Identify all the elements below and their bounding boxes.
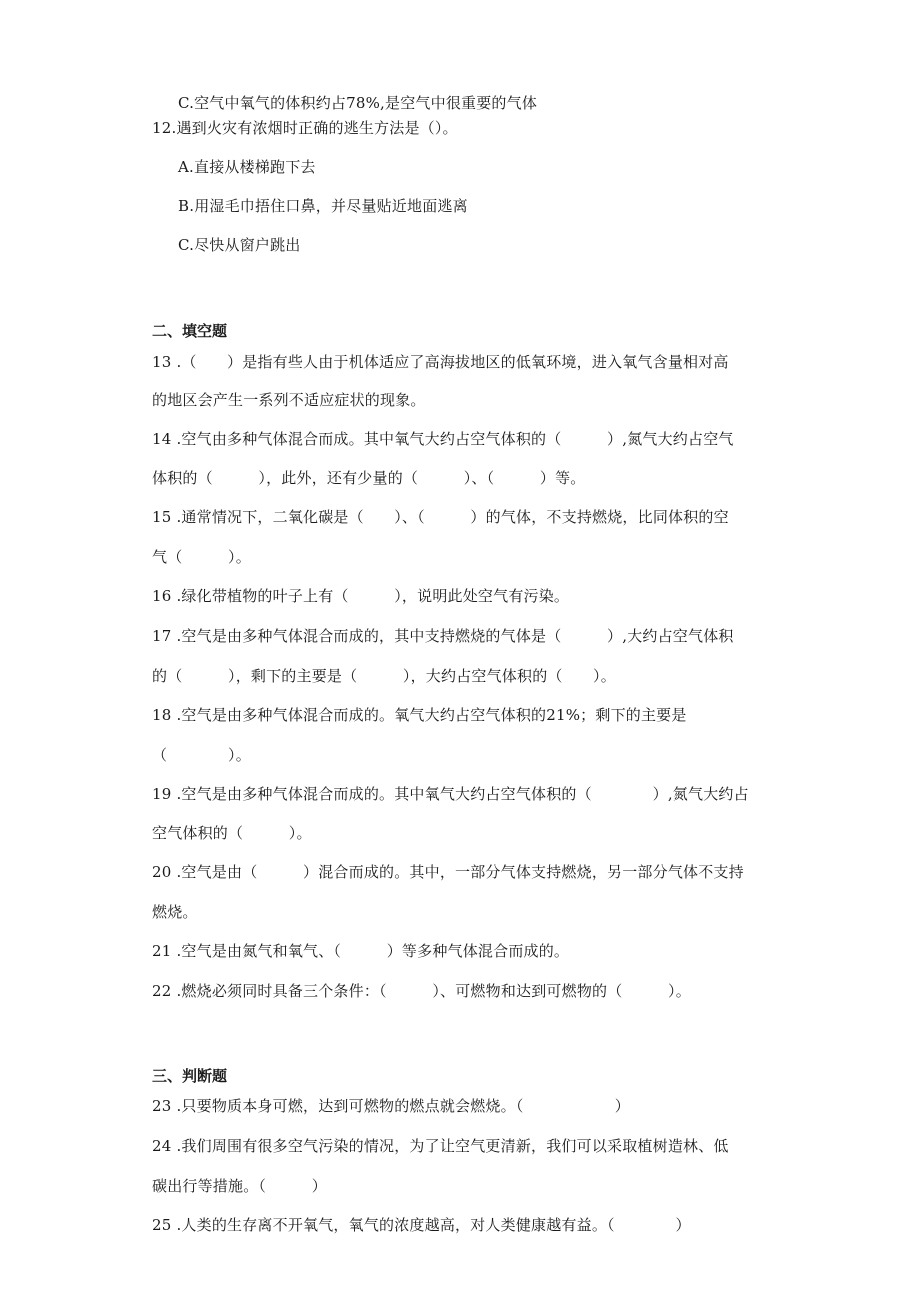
q13-line2: 的地区会产生一系列不适应症状的现象。: [152, 391, 426, 409]
q22-line1: 22 .燃烧必须同时具备三个条件：（ ）、可燃物和达到可燃物的（ ）。: [152, 982, 691, 1000]
q11-option-c: C.空气中氧气的体积约占78%,是空气中很重要的气体: [178, 94, 538, 112]
q23-line1: 23 .只要物质本身可燃，达到可燃物的燃点就会燃烧。（ ）: [152, 1097, 630, 1115]
section-title-true-false: 三、判断题: [152, 1067, 228, 1085]
q14-line2: 体积的（ ），此外，还有少量的（ ）、（ ）等。: [152, 469, 586, 487]
section-title-fill-in: 二、填空题: [152, 322, 228, 340]
q12-option-c: C.尽快从窗户跳出: [178, 236, 301, 254]
q21-line1: 21 .空气是由氮气和氧气、（ ）等多种气体混合而成的。: [152, 942, 570, 960]
q13-line1: 13 .（ ）是指有些人由于机体适应了高海拔地区的低氧环境，进入氧气含量相对高: [152, 353, 729, 371]
q16-line1: 16 .绿化带植物的叶子上有（ ），说明此处空气有污染。: [152, 587, 570, 605]
q25-line1: 25 .人类的生存离不开氧气，氧气的浓度越高，对人类健康越有益。（ ）: [152, 1216, 691, 1234]
q17-line2: 的（ ），剩下的主要是（ ），大约占空气体积的（ ）。: [152, 667, 616, 685]
q20-line2: 燃烧。: [152, 903, 198, 921]
q24-line2: 碳出行等措施。（ ）: [152, 1177, 327, 1195]
q20-line1: 20 .空气是由（ ）混合而成的。其中，一部分气体支持燃烧，另一部分气体不支持: [152, 863, 744, 881]
q24-line1: 24 .我们周围有很多空气污染的情况，为了让空气更清新，我们可以采取植树造林、低: [152, 1137, 729, 1155]
q18-line1: 18 .空气是由多种气体混合而成的。氧气大约占空气体积的21%；剩下的主要是: [152, 706, 687, 724]
q19-line2: 空气体积的（ ）。: [152, 824, 312, 842]
q14-line1: 14 .空气由多种气体混合而成。其中氧气大约占空气体积的（ ）,氮气大约占空气: [152, 430, 734, 448]
q19-line1: 19 .空气是由多种气体混合而成的。其中氧气大约占空气体积的（ ）,氮气大约占: [152, 785, 749, 803]
q18-line2: （ ）。: [152, 746, 251, 764]
q12-stem: 12.遇到火灾有浓烟时正确的逃生方法是（）。: [152, 119, 458, 137]
q15-line1: 15 .通常情况下，二氧化碳是（ ）、（ ）的气体，不支持燃烧，比同体积的空: [152, 508, 729, 526]
q17-line1: 17 .空气是由多种气体混合而成的，其中支持燃烧的气体是（ ）,大约占空气体积: [152, 627, 734, 645]
q12-option-a: A.直接从楼梯跑下去: [178, 158, 316, 176]
q15-line2: 气（ ）。: [152, 548, 251, 566]
q12-option-b: B.用湿毛巾捂住口鼻，并尽量贴近地面逃离: [178, 197, 468, 215]
